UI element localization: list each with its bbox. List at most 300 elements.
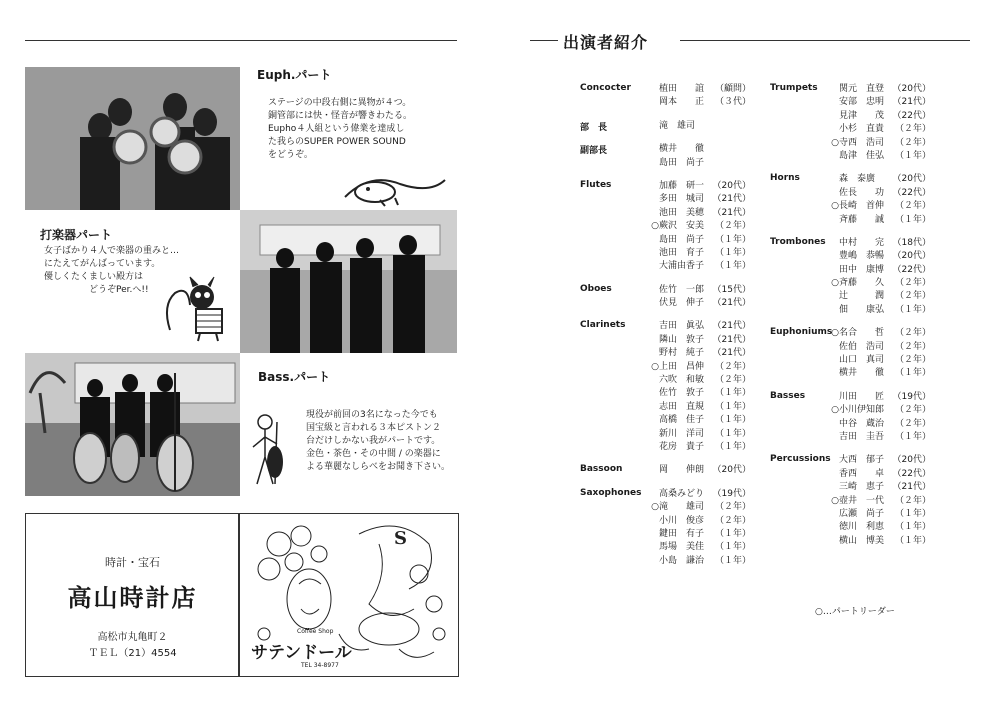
leader-mark: [650, 143, 659, 156]
member-row: [650, 96, 756, 109]
member-name: 佐伯 浩司: [839, 341, 885, 352]
member-row: [650, 193, 756, 206]
member-list: [650, 143, 756, 170]
leader-mark: [830, 454, 839, 467]
leader-mark: [830, 110, 839, 123]
leader-mark: [830, 418, 839, 431]
leader-mark: [650, 347, 659, 360]
roster-section: [770, 237, 970, 317]
roster-column-left: [580, 83, 756, 578]
section-name: Oboes: [580, 283, 612, 294]
section-name: Euphoniums: [770, 327, 833, 338]
leader-mark: [650, 464, 659, 477]
roster-section: [580, 488, 756, 568]
member-name: 田中 康博: [839, 264, 885, 275]
member-year: （２年）: [714, 502, 751, 513]
member-name: 野村 純子: [659, 348, 705, 359]
member-list: [830, 454, 970, 548]
member-year: （18代）: [892, 237, 931, 248]
leader-mark: [650, 157, 659, 170]
member-row: [830, 431, 970, 444]
section-name: Percussions: [770, 454, 831, 465]
ad-cafe-small: Coffee Shop: [297, 628, 334, 635]
member-name: 加藤 研一: [659, 180, 705, 191]
roster-section: [580, 320, 756, 454]
member-list: [830, 237, 970, 317]
section-name: Trumpets: [770, 83, 818, 93]
member-row: [650, 234, 756, 247]
member-row: [830, 354, 970, 367]
member-row: [650, 297, 756, 310]
member-name: 安部 忠明: [839, 97, 885, 108]
leader-mark: [650, 528, 659, 541]
leader-mark: [650, 414, 659, 427]
roster-section: [580, 180, 756, 274]
member-row: [650, 284, 756, 297]
member-year: （２年）: [894, 341, 931, 352]
member-row: [830, 367, 970, 380]
member-year: （２年）: [894, 137, 931, 148]
euph-mascot-illustration: [340, 162, 450, 207]
member-list: [830, 173, 970, 227]
member-list: [650, 83, 756, 110]
member-name: 香西 卓: [839, 468, 885, 479]
leader-mark: [830, 250, 839, 263]
member-row: [830, 110, 970, 123]
leader-mark: [830, 304, 839, 317]
member-year: （１年）: [714, 428, 751, 439]
perc-title: 打楽器パート: [40, 228, 113, 242]
member-row: [650, 501, 756, 514]
member-name: 豊嶋 恭暢: [839, 251, 885, 262]
member-year: [711, 157, 751, 170]
member-row: [830, 468, 970, 481]
member-row: [830, 123, 970, 136]
member-name: 横山 博美: [839, 535, 885, 546]
member-name: 岡本 正: [659, 97, 705, 108]
member-name: 高橋 佳子: [659, 415, 705, 426]
member-year: （２年）: [894, 328, 931, 339]
roster-section: [770, 327, 970, 381]
perc-photo: [240, 210, 457, 353]
section-name: Saxophones: [580, 487, 642, 498]
leader-mark: ○: [651, 502, 659, 513]
member-row: [650, 515, 756, 528]
member-year: （２年）: [894, 124, 931, 135]
leader-mark: [650, 374, 659, 387]
member-row: [650, 157, 756, 170]
member-year: （21代）: [712, 194, 751, 205]
euph-description: ステージの中段右側に異物が４つ。 銅管部には快・怪音が響きわたる。 Eupho４人組という偉業を達成し た我らのSUPER POWER SOUND をどうぞ。: [268, 98, 413, 160]
member-name: 六吹 和敏: [659, 375, 705, 386]
leader-mark: [830, 468, 839, 481]
roster-section: [770, 173, 970, 227]
member-year: （１年）: [894, 431, 931, 442]
leader-mark: [650, 284, 659, 297]
leader-mark: [830, 290, 839, 303]
member-name: 島津 佳弘: [839, 150, 885, 161]
member-name: 池田 美穂: [659, 207, 705, 218]
member-row: [650, 528, 756, 541]
page-heading: 出演者紹介: [563, 33, 649, 52]
member-year: （１年）: [894, 522, 931, 533]
member-row: [830, 508, 970, 521]
member-row: [830, 137, 970, 150]
member-name: 佃 康弘: [839, 304, 885, 315]
section-name: Clarinets: [580, 320, 626, 331]
member-year: （21代）: [712, 321, 751, 332]
member-row: [830, 404, 970, 417]
member-year: （20代）: [892, 455, 931, 466]
leader-mark: [650, 320, 659, 333]
member-name: 多田 城司: [659, 194, 705, 205]
member-row: [650, 347, 756, 360]
ad-clock-address: 高松市丸亀町２: [97, 632, 168, 643]
member-row: [650, 541, 756, 554]
member-name: 上田 昌伸: [659, 361, 705, 372]
member-year: （２年）: [894, 278, 931, 289]
member-row: [650, 488, 756, 501]
leader-mark: [650, 247, 659, 260]
member-name: 馬場 美佳: [659, 542, 705, 553]
leader-mark: ○: [831, 495, 839, 506]
member-name: 新川 洋司: [659, 428, 705, 439]
member-row: [830, 83, 970, 96]
section-name: 副部長: [580, 146, 608, 157]
bass-player-illustration: [243, 412, 293, 490]
member-row: [650, 247, 756, 260]
leader-mark: ○: [831, 405, 839, 416]
member-name: 佐長 功: [839, 187, 885, 198]
bass-photo: [25, 353, 240, 496]
member-name: 植田 誼: [659, 84, 705, 94]
member-row: [650, 401, 756, 414]
member-name: 蕨沢 安美: [659, 221, 705, 232]
member-year: （３代）: [714, 97, 751, 108]
leader-mark: [650, 555, 659, 568]
member-list: [830, 391, 970, 445]
member-row: [830, 200, 970, 213]
member-row: [830, 96, 970, 109]
member-row: [830, 521, 970, 534]
member-list: [650, 180, 756, 274]
leader-mark: [650, 387, 659, 400]
member-year: （１年）: [894, 368, 931, 379]
member-row: [830, 481, 970, 494]
ad-clock-category: 時計・宝石: [105, 556, 160, 569]
leader-mark: [830, 96, 839, 109]
leader-mark: [830, 123, 839, 136]
roster-column-right: [770, 83, 970, 558]
section-name: Trombones: [770, 236, 826, 247]
leader-mark: [650, 83, 659, 96]
perc-squirrel-illustration: [160, 275, 235, 343]
leader-mark: [650, 207, 659, 220]
roster-section: [770, 391, 970, 445]
leader-mark: [830, 431, 839, 444]
leader-mark: [830, 83, 839, 96]
member-row: [830, 264, 970, 277]
member-name: 徳川 利恵: [839, 522, 885, 533]
member-row: [650, 207, 756, 220]
member-year: （１年）: [714, 261, 751, 272]
member-row: [650, 361, 756, 374]
member-name: 佐竹 敦子: [659, 388, 705, 399]
member-row: [650, 428, 756, 441]
member-row: [830, 187, 970, 200]
member-year: （19代）: [712, 488, 751, 499]
roster-section: [580, 143, 756, 170]
member-name: 横井 徹: [659, 144, 705, 155]
member-year: （２年）: [714, 515, 751, 526]
member-year: （１年）: [714, 401, 751, 412]
member-name: 中谷 蔵治: [839, 418, 885, 429]
member-year: （２年）: [894, 418, 931, 429]
leader-mark: [830, 150, 839, 163]
leader-mark: [830, 508, 839, 521]
roster-section: [580, 83, 756, 110]
member-row: [650, 180, 756, 193]
leader-mark: ○: [831, 137, 839, 148]
leader-mark: [830, 354, 839, 367]
member-list: [830, 327, 970, 381]
leader-mark: [650, 441, 659, 454]
member-year: （20代）: [892, 174, 931, 185]
member-row: [830, 150, 970, 163]
member-name: 伏見 伸子: [659, 298, 705, 309]
leader-mark: [650, 297, 659, 310]
member-year: （１年）: [714, 528, 751, 539]
member-name: 名合 哲: [839, 328, 885, 339]
member-list: [650, 488, 756, 568]
member-row: [650, 414, 756, 427]
member-name: 高桑みどり: [659, 488, 705, 499]
member-name: 小島 謙治: [659, 555, 705, 566]
leader-mark: [830, 367, 839, 380]
member-year: [711, 120, 751, 133]
leader-mark: [650, 541, 659, 554]
leader-mark: ○: [651, 221, 659, 232]
member-row: [830, 341, 970, 354]
section-name: Basses: [770, 390, 806, 401]
euph-title: Euph.パート: [257, 68, 332, 82]
member-row: [830, 173, 970, 186]
member-name: 斉藤 久: [839, 278, 885, 289]
member-row: [650, 320, 756, 333]
member-list: [830, 83, 970, 163]
ad-clock-tel: ＴＥＬ（21）4554: [88, 648, 177, 659]
member-year: （１年）: [714, 247, 751, 258]
member-year: （21代）: [712, 207, 751, 218]
svg-text:S: S: [394, 528, 407, 549]
leader-mark: ○: [651, 361, 659, 372]
member-name: 吉田 圭吾: [839, 431, 885, 442]
member-year: （１年）: [894, 214, 931, 225]
member-row: [830, 250, 970, 263]
leader-mark: [830, 214, 839, 227]
leader-mark: [650, 488, 659, 501]
top-rule-right-a: [530, 40, 558, 41]
member-name: 森 泰廣: [839, 174, 876, 185]
leader-mark: [830, 173, 839, 186]
member-name: 佐竹 一郎: [659, 284, 705, 295]
member-row: [650, 441, 756, 454]
section-name: Flutes: [580, 179, 612, 190]
member-row: [650, 260, 756, 273]
roster-section: [580, 120, 756, 133]
member-year: （１年）: [894, 508, 931, 519]
leader-mark: [830, 237, 839, 250]
member-row: [830, 327, 970, 340]
member-year: （20代）: [712, 465, 751, 476]
member-year: （２年）: [714, 375, 751, 386]
member-year: （20代）: [892, 251, 931, 262]
roster-section: [770, 83, 970, 163]
member-year: （20代）: [712, 180, 751, 191]
member-year: （２年）: [894, 201, 931, 212]
member-row: [830, 454, 970, 467]
section-name: Bassoon: [580, 464, 623, 475]
member-year: （２年）: [894, 291, 931, 302]
member-row: [650, 143, 756, 156]
leader-mark: ○: [831, 328, 839, 339]
member-name: 志田 直規: [659, 401, 705, 412]
member-name: 関元 直登: [839, 84, 885, 94]
member-year: （21代）: [712, 334, 751, 345]
member-name: 島田 尚子: [659, 157, 705, 168]
member-row: [650, 374, 756, 387]
member-row: [830, 214, 970, 227]
member-year: （２年）: [894, 495, 931, 506]
leader-mark: [830, 341, 839, 354]
member-row: [830, 535, 970, 548]
member-row: [830, 418, 970, 431]
member-year: （１年）: [714, 234, 751, 245]
member-row: [830, 290, 970, 303]
member-name: 山口 真司: [839, 355, 885, 366]
ad-clock-shop: [25, 513, 240, 677]
member-name: 長崎 首伸: [839, 201, 885, 212]
member-row: [650, 83, 756, 96]
member-row: [830, 495, 970, 508]
ad-cafe: [238, 513, 459, 677]
member-list: [650, 320, 756, 454]
member-row: [830, 237, 970, 250]
member-year: （21代）: [712, 298, 751, 309]
member-year: （１年）: [894, 535, 931, 546]
bass-title: Bass.パート: [258, 370, 331, 384]
member-year: [711, 143, 751, 156]
leader-mark: ○: [831, 201, 839, 212]
member-name: 鍵田 有子: [659, 528, 705, 539]
section-name: Horns: [770, 173, 800, 184]
member-year: （22代）: [892, 264, 931, 275]
member-name: 広瀬 尚子: [839, 508, 885, 519]
member-row: [650, 120, 756, 133]
leader-mark: [650, 193, 659, 206]
roster-section: [580, 284, 756, 311]
member-year: （１年）: [894, 150, 931, 161]
member-name: 壺井 一代: [839, 495, 885, 506]
member-year: （２年）: [894, 405, 931, 416]
leader-legend: ○…パートリーダー: [815, 607, 895, 617]
leader-mark: [650, 120, 659, 133]
leader-mark: [830, 521, 839, 534]
member-name: 横井 徹: [839, 368, 885, 379]
ad-clock-name: 高山時計店: [67, 583, 198, 612]
member-name: 大浦由香子: [659, 261, 705, 272]
leader-mark: [830, 264, 839, 277]
leader-mark: [830, 535, 839, 548]
member-year: （２年）: [714, 221, 751, 232]
member-row: [830, 304, 970, 317]
leader-mark: ○: [831, 278, 839, 289]
member-name: 見津 茂: [839, 110, 885, 121]
member-name: 滝 雄司: [659, 502, 705, 513]
member-year: （１年）: [714, 415, 751, 426]
member-name: 三崎 恵子: [839, 482, 885, 493]
top-rule-left: [25, 40, 457, 41]
member-year: （15代）: [712, 284, 751, 295]
member-year: （19代）: [892, 391, 931, 402]
bass-description: 現役が前回の3名になった今でも 国宝級と言われる３本ピストン２ 台だけしかない我がパートです。 金色・茶色・その中間 / の楽器に よる華麗なしらべをお聞き下さい。: [306, 410, 451, 472]
member-row: [650, 464, 756, 477]
member-year: （１年）: [714, 388, 751, 399]
member-name: 斉藤 誠: [839, 214, 885, 225]
member-year: （22代）: [892, 468, 931, 479]
member-year: （１年）: [714, 441, 751, 452]
roster-section: [770, 454, 970, 548]
member-row: [650, 387, 756, 400]
member-row: [650, 220, 756, 233]
member-name: 大西 郁子: [839, 455, 885, 466]
member-year: （１年）: [714, 555, 751, 566]
member-name: 小川 俊彦: [659, 515, 705, 526]
leader-mark: [650, 428, 659, 441]
leader-mark: [830, 187, 839, 200]
member-row: [650, 334, 756, 347]
member-name: 小杉 直貴: [839, 124, 885, 135]
member-year: （21代）: [712, 348, 751, 359]
member-list: [650, 120, 756, 133]
leader-mark: [650, 234, 659, 247]
perc-description: 女子ばかり４人で楽器の重みと… にたえてがんばっています。 優しくたくましい殿方は どうぞPer.へ!!: [44, 246, 180, 295]
member-name: 寺西 浩司: [839, 137, 885, 148]
member-name: 吉田 眞弘: [659, 321, 705, 332]
member-year: （１年）: [894, 304, 931, 315]
section-name: Concocter: [580, 83, 631, 93]
member-list: [650, 464, 756, 477]
top-rule-right-b: [680, 40, 970, 41]
member-name: 滝 雄司: [659, 120, 696, 131]
member-year: （22代）: [892, 187, 931, 198]
leader-mark: [650, 180, 659, 193]
member-year: （22代）: [892, 110, 931, 121]
member-year: （21代）: [892, 97, 931, 108]
leader-mark: [830, 391, 839, 404]
member-name: 岡 伸朗: [659, 465, 705, 476]
section-name: 部 長: [580, 122, 608, 133]
member-year: （20代）: [892, 84, 931, 94]
member-row: [830, 391, 970, 404]
member-name: 島田 尚子: [659, 234, 705, 245]
roster-section: [580, 464, 756, 477]
ad-cafe-tel: TEL 34-8977: [301, 662, 339, 669]
member-row: [650, 555, 756, 568]
member-name: 池田 育子: [659, 247, 705, 258]
member-year: （21代）: [892, 482, 931, 493]
member-year: （２年）: [714, 361, 751, 372]
